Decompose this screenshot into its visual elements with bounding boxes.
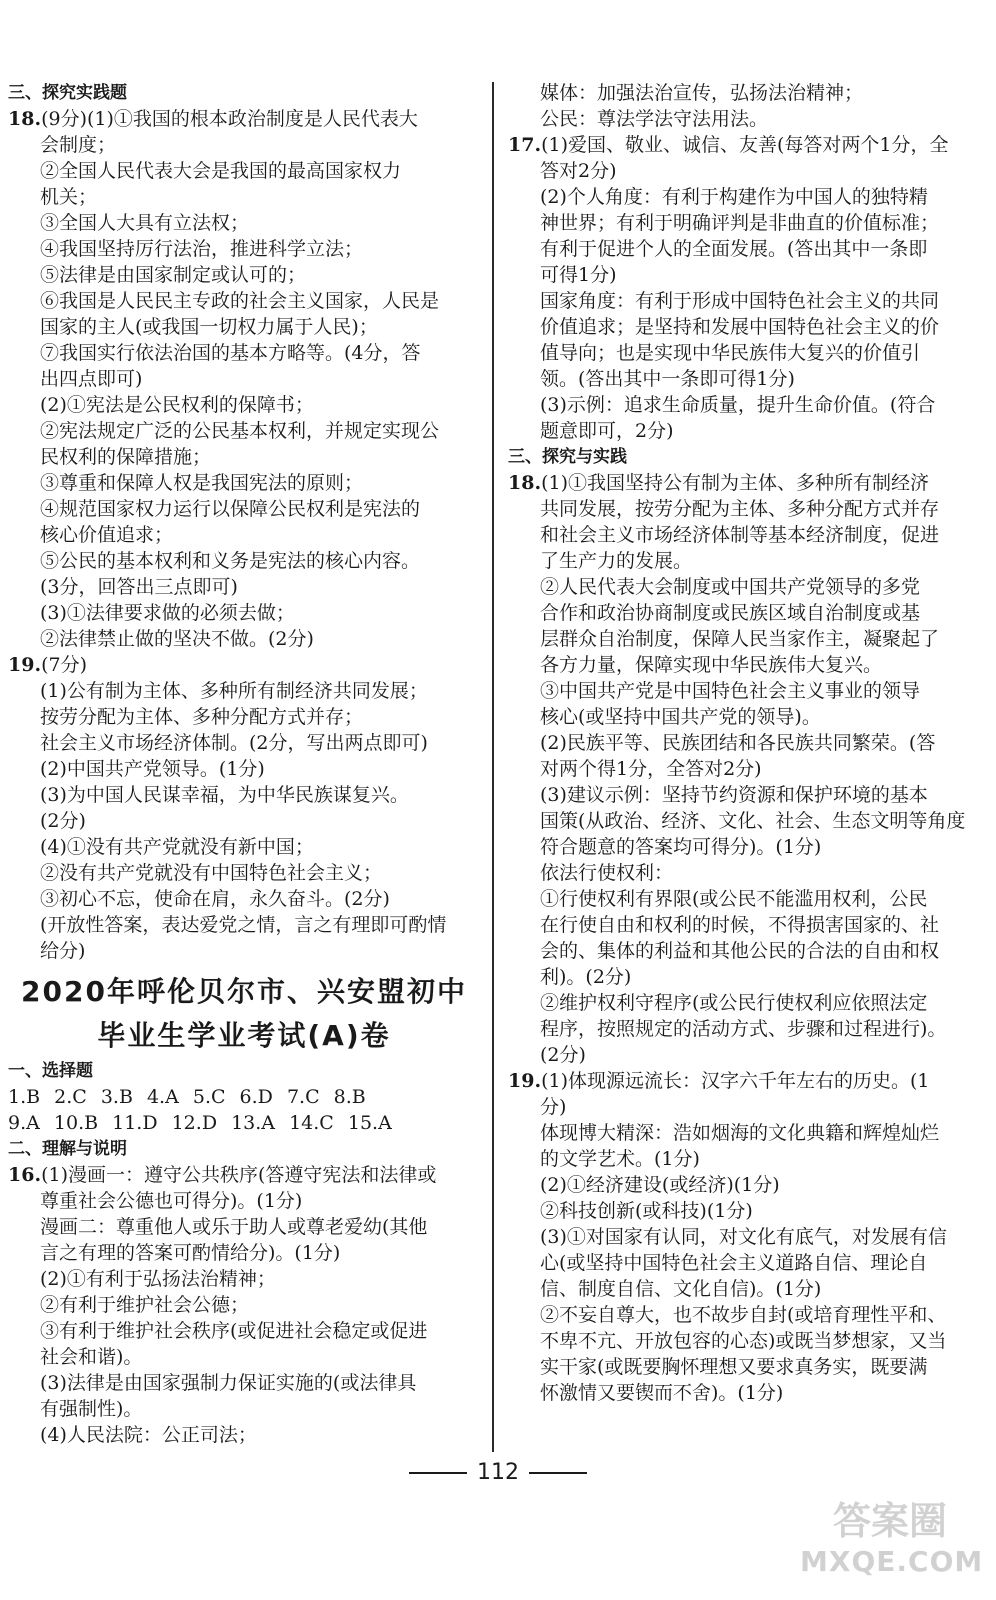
answer-line: (4)①没有共产党就没有新中国； [40,836,314,858]
answer-line: (2)①宪法是公民权利的保障书； [40,394,314,416]
question-18-right [508,470,990,1068]
answer-line: 领。(答出其中一条即可得1分) [540,368,795,390]
answer-line: 的文学艺术。(1分) [540,1148,700,1170]
answer-line: 分) [540,1096,567,1118]
answer-line: ②有利于维护社会公德； [40,1294,250,1316]
answer-line: 答对2分) [540,160,617,182]
right-column [508,80,990,1406]
question-16 [8,1162,480,1448]
answer-line: (2)①有利于弘扬法治精神； [40,1268,276,1290]
section-header-explain: 二、理解与说明 [8,1139,127,1159]
column-divider [492,82,494,1452]
answer-line: (3)为中国人民谋幸福，为中华民族谋复兴。 [40,784,409,806]
answer-line: ②全国人民代表大会是我国的最高国家权力 [40,160,402,182]
answer-line: ②没有共产党就没有中国特色社会主义； [40,862,383,884]
answer-line: ③全国人大具有立法权； [40,212,250,234]
answer-line: 对两个得1分，全答对2分) [540,758,762,780]
answer-line: 信、制度自信、文化自信)。(1分) [540,1278,822,1300]
answer-line: 漫画二：尊重他人或乐于助人或尊老爱幼(其他 [40,1216,428,1238]
answer-line: 社会和谐)。 [40,1346,143,1368]
answer-line: (1)漫画一：遵守公共秩序(答遵守宪法和法律或 [41,1164,437,1186]
answer-line: ③尊重和保障人权是我国宪法的原则； [40,472,364,494]
answer-line: ④规范国家权力运行以保障公民权利是宪法的 [40,498,421,520]
answer-line: 给分) [40,940,86,962]
answer-line: 题意即可，2分) [540,420,674,442]
answer-line: (开放性答案，表达爱党之情，言之有理即可酌情 [40,914,447,936]
answer-line: (1)爱国、敬业、诚信、友善(每答对两个1分，全 [541,134,949,156]
answer-line: 核心(或坚持中国共产党的领导)。 [540,706,821,728]
question-19-left [8,652,480,964]
question-18-left [8,106,480,652]
question-number: 19. [8,654,42,676]
answer-line: 层群众自治制度，保障人民当家作主，凝聚起了 [540,628,940,650]
question-number: 19. [508,1070,542,1092]
answer-line: 国策(从政治、经济、文化、社会、生态文明等角度 [540,810,966,832]
answer-line: 利)。(2分) [540,966,632,988]
answer-line: ⑦我国实行依法治国的基本方略等。(4分，答 [40,342,421,364]
question-17 [508,132,990,444]
question-number: 18. [8,108,42,130]
answer-line: ⑤法律是由国家制定或认可的； [40,264,307,286]
answer-line: ④我国坚持厉行法治，推进科学立法； [40,238,364,260]
answer-line: (2)民族平等、民族团结和各民族共同繁荣。(答 [540,732,936,754]
answer-line: (4)人民法院：公正司法； [40,1424,257,1446]
page-number-text: 112 [477,1460,519,1485]
watermark-url-text: MXQE.COM [800,1545,984,1578]
answer-line: (3)①对国家有认同，对文化有底气，对发展有信 [540,1226,947,1248]
answer-line: 核心价值追求； [40,524,174,546]
answer-line: ③有利于维护社会秩序(或促进社会稳定或促进 [40,1320,428,1342]
answer-line: 怀激情又要锲而不舍)。(1分) [540,1382,784,1404]
answer-line: 民权利的保障措施； [40,446,212,468]
answer-line: ②维护权利守程序(或公民行使权利应依照法定 [540,992,928,1014]
exam-title-line-2: 毕业生学业考试(A)卷 [97,1019,391,1052]
left-column [8,80,480,1448]
answer-line: 实干家(或既要胸怀理想又要求真务实，既要满 [540,1356,928,1378]
answer-line: 符合题意的答案均可得分)。(1分) [540,836,822,858]
answer-line: ③中国共产党是中国特色社会主义事业的领导 [540,680,921,702]
answer-line: 公民：尊法学法守法用法。 [540,108,769,130]
answer-line: 价值追求；是坚持和发展中国特色社会主义的价 [540,316,940,338]
answer-line: (3)①法律要求做的必须去做； [40,602,295,624]
exam-title-line-1: 2020年呼伦贝尔市、兴安盟初中 [21,975,467,1008]
choice-answers-row-2: 9.A 10.B 11.D 12.D 13.A 14.C 15.A [8,1112,392,1134]
answer-line: (1)公有制为主体、多种所有制经济共同发展； [40,680,428,702]
answer-line: 有强制性)。 [40,1398,143,1420]
answer-line: ②人民代表大会制度或中国共产党领导的多党 [540,576,921,598]
page-number-dash-left [409,1472,467,1474]
answer-line: 尊重社会公德也可得分)。(1分) [40,1190,303,1212]
choice-answers-row-1: 1.B 2.C 3.B 4.A 5.C 6.D 7.C 8.B [8,1086,366,1108]
answer-line: 会制度； [40,134,117,156]
answer-line: 国家角度：有利于形成中国特色社会主义的共同 [540,290,940,312]
answer-line: 机关； [40,186,98,208]
question-16-continued [508,80,990,132]
site-watermark [800,1498,984,1590]
answer-line: 神世界；有利于明确评判是非曲直的价值标准； [540,212,940,234]
answer-line: ①行使权利有界限(或公民不能滥用权利，公民 [540,888,928,910]
answer-line: 各方力量，保障实现中华民族伟大复兴。 [540,654,883,676]
watermark-logo-text: 答案圈 [832,1499,947,1543]
answer-line: 在行使自由和权利的时候，不得损害国家的、社 [540,914,940,936]
answer-line: 有利于促进个人的全面发展。(答出其中一条即 [540,238,928,260]
answer-line: 依法行使权利： [540,862,674,884]
answer-line: ②科技创新(或科技)(1分) [540,1200,753,1222]
answer-line: ⑤公民的基本权利和义务是宪法的核心内容。 [40,550,421,572]
answer-line: (3)法律是由国家强制力保证实施的(或法律具 [40,1372,417,1394]
question-number: 16. [8,1164,42,1186]
answer-line: 不卑不亢、开放包容的心态)或既当梦想家，又当 [540,1330,947,1352]
section-header-practice: 三、探究与实践 [508,447,627,467]
answer-line: 社会主义市场经济体制。(2分，写出两点即可) [40,732,428,754]
answer-line: 了生产力的发展。 [540,550,693,572]
page-number-dash-right [529,1472,587,1474]
answer-line: (3分，回答出三点即可) [40,576,238,598]
answer-line: (2)个人角度：有利于构建作为中国人的独特精 [540,186,928,208]
answer-line: (2分) [540,1044,586,1066]
answer-line: (1)①我国坚持公有制为主体、多种所有制经济 [541,472,929,494]
question-number: 17. [508,134,542,156]
answer-line: (7分) [41,654,87,676]
question-19-right [508,1068,990,1406]
section-header-exploration: 三、探究实践题 [8,83,127,103]
answer-line: 和社会主义市场经济体制等基本经济制度，促进 [540,524,940,546]
answer-line: (2)中国共产党领导。(1分) [40,758,265,780]
answer-line: 合作和政治协商制度或民族区域自治制度或基 [540,602,921,624]
answer-line: (9分)(1)①我国的根本政治制度是人民代表大 [41,108,418,130]
answer-line: 国家的主人(或我国一切权力属于人民)； [40,316,378,338]
answer-line: ②宪法规定广泛的公民基本权利，并规定实现公 [40,420,440,442]
answer-line: (2分) [40,810,86,832]
answer-line: 共同发展，按劳分配为主体、多种分配方式并存 [540,498,940,520]
answer-line: 可得1分) [540,264,617,286]
answer-line: ②不妄自尊大，也不故步自封(或培育理性平和、 [540,1304,947,1326]
question-number: 18. [508,472,542,494]
answer-line: 言之有理的答案可酌情给分)。(1分) [40,1242,341,1264]
answer-line: ②法律禁止做的坚决不做。(2分) [40,628,314,650]
answer-line: (1)体现源远流长：汉字六千年左右的历史。(1 [541,1070,930,1092]
answer-line: (3)建议示例：坚持节约资源和保护环境的基本 [540,784,928,806]
answer-line: 会的、集体的利益和其他公民的合法的自由和权 [540,940,940,962]
answer-line: (3)示例：追求生命质量，提升生命价值。(符合 [540,394,936,416]
answer-line: 值导向；也是实现中华民族伟大复兴的价值引 [540,342,921,364]
answer-line: (2)①经济建设(或经济)(1分) [540,1174,780,1196]
answer-line: 媒体：加强法治宣传，弘扬法治精神； [540,82,864,104]
answer-line: 按劳分配为主体、多种分配方式并存； [40,706,364,728]
answer-line: 体现博大精深：浩如烟海的文化典籍和辉煌灿烂 [540,1122,940,1144]
answer-line: 程序，按照规定的活动方式、步骤和过程进行)。 [540,1018,947,1040]
answer-line: 出四点即可) [40,368,143,390]
answer-line: ③初心不忘，使命在肩，永久奋斗。(2分) [40,888,390,910]
section-header-choice: 一、选择题 [8,1061,93,1081]
page-number [0,1458,996,1488]
answer-line: ⑥我国是人民民主专政的社会主义国家，人民是 [40,290,440,312]
answer-line: 心(或坚持中国特色社会主义道路自信、理论自 [540,1252,928,1274]
